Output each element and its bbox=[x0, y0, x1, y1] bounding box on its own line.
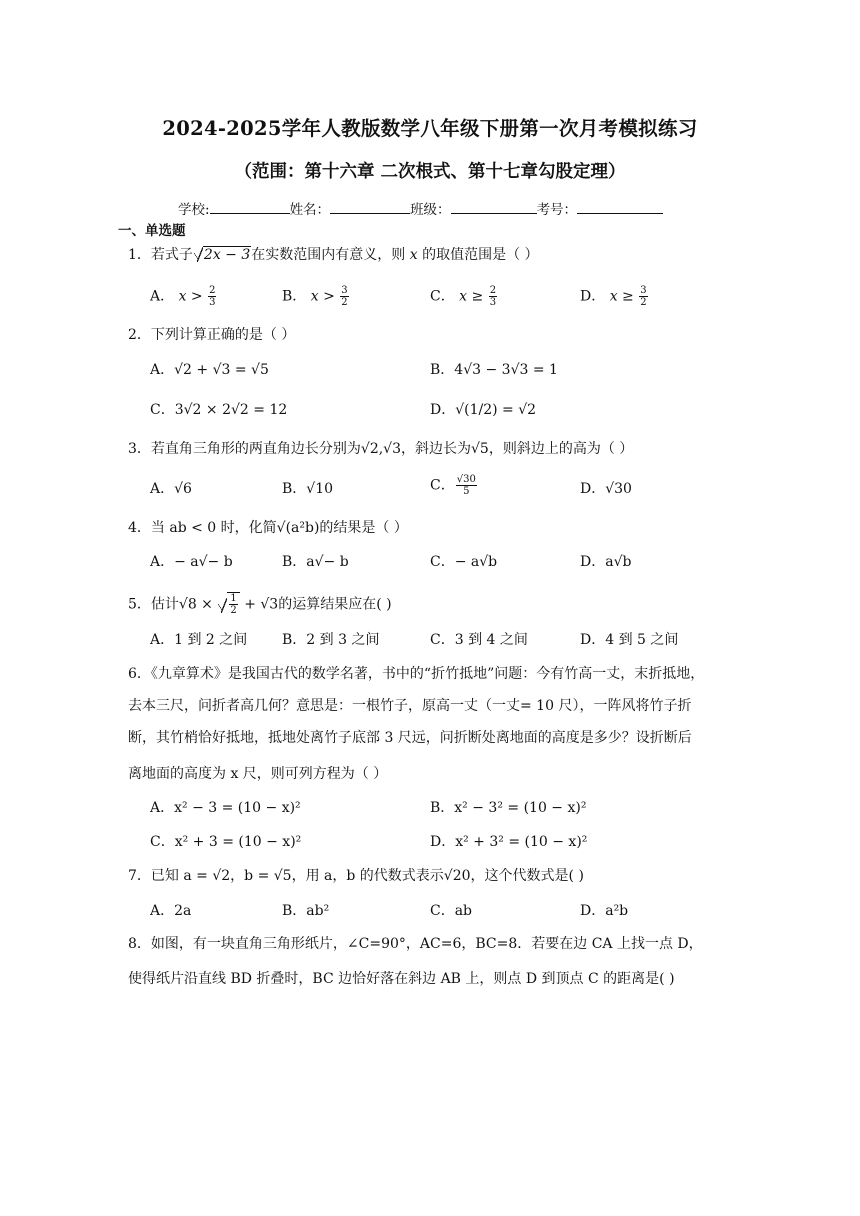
exam-title: 2024-2025学年人教版数学八年级下册第一次月考模拟练习 bbox=[162, 117, 698, 140]
question-7-option-d: D．a²b bbox=[580, 903, 629, 919]
student-info-line bbox=[178, 198, 663, 218]
name-label: 姓名： bbox=[289, 202, 331, 218]
class-blank bbox=[451, 201, 537, 214]
question-4-option-c: C．− a√b bbox=[430, 554, 498, 570]
question-5-option-b: B．2 到 3 之间 bbox=[282, 632, 380, 648]
question-4-stem: 4．当 ab < 0 时，化简√(a²b)的结果是（ ） bbox=[128, 520, 408, 536]
school-blank bbox=[210, 201, 290, 214]
question-5-option-d: D．4 到 5 之间 bbox=[580, 632, 679, 648]
question-4-option-d: D．a√b bbox=[580, 554, 632, 570]
question-3-stem: 3．若直角三角形的两直角边长分别为√2,√3，斜边长为√5，则斜边上的高为（ ） bbox=[128, 441, 634, 457]
question-5-stem: 5．估计√8 × $\frac{1}{2}$ + √3的运算结果应在( ) bbox=[128, 593, 392, 616]
question-2-option-a: A．√2 + √3 = √5 bbox=[150, 362, 269, 378]
question-3-option-a: A．√6 bbox=[150, 481, 192, 497]
question-2-option-c: C．3√2 × 2√2 = 12 bbox=[150, 402, 288, 418]
question-7-option-c: C．ab bbox=[430, 903, 473, 919]
question-8-line-2: 使得纸片沿直线 BD 折叠时，BC 边恰好落在斜边 AB 上，则点 D 到顶点 C 的距离是( ) bbox=[128, 971, 675, 987]
sqrt-symbol: 2x − 3 bbox=[194, 245, 251, 265]
question-6-option-d: D．x² + 3² = (10 − x)² bbox=[430, 834, 588, 850]
sqrt-symbol: $\frac{1}{2}$ bbox=[218, 592, 239, 616]
question-6-line-1: 6．《九章算术》是我国古代的数学名著，书中的“折竹抵地”问题：今有竹高一丈，末折抵地， bbox=[128, 666, 705, 682]
question-6-line-2: 去本三尺，问折者高几何？意思是：一根竹子，原高一丈（一丈= 10 尺），一阵风将竹子折 bbox=[128, 698, 692, 714]
question-6-line-4: 离地面的高度为 x 尺，则可列方程为（ ） bbox=[128, 766, 388, 782]
question-4-option-a: A．− a√− b bbox=[150, 554, 233, 570]
question-6-line-3: 断，其竹梢恰好抵地，抵地处离竹子底部 3 尺远，问折断处离地面的高度是多少？设折断后 bbox=[128, 730, 692, 746]
question-3-option-d: D．√30 bbox=[580, 481, 632, 497]
question-1-option-d: D． x ≥ $\frac{3}{2}$ bbox=[580, 285, 647, 308]
section-heading: 一、单选题 bbox=[118, 223, 186, 239]
question-6-option-b: B．x² − 3² = (10 − x)² bbox=[430, 800, 587, 816]
question-6-option-c: C．x² + 3 = (10 − x)² bbox=[150, 834, 302, 850]
question-4-option-b: B．a√− b bbox=[282, 554, 349, 570]
name-blank bbox=[330, 201, 410, 214]
question-1-option-c: C． x ≥ $\frac{2}{3}$ bbox=[430, 285, 497, 308]
question-2-stem: 2．下列计算正确的是（ ） bbox=[128, 327, 296, 343]
question-1-stem: 1．若式子 2x − 3在实数范围内有意义，则 x 的取值范围是（ ） bbox=[128, 247, 539, 263]
exam-no-blank bbox=[577, 201, 663, 214]
question-7-option-a: A．2a bbox=[150, 903, 192, 919]
question-7-option-b: B．ab² bbox=[282, 903, 330, 919]
class-label: 班级： bbox=[410, 202, 451, 218]
question-5-option-a: A．1 到 2 之间 bbox=[150, 632, 248, 648]
question-2-option-d: D．√(1/2) = √2 bbox=[430, 402, 537, 418]
question-5-option-c: C．3 到 4 之间 bbox=[430, 632, 528, 648]
question-8-line-1: 8．如图，有一块直角三角形纸片，∠C=90°，AC=6，BC=8．若要在边 CA 上找一点 D， bbox=[128, 936, 703, 952]
question-1-option-b: B． x > $\frac{3}{2}$ bbox=[282, 285, 348, 308]
school-label: 学校: bbox=[178, 202, 210, 218]
question-3-option-c: C． $\frac{√30}{5}$ bbox=[430, 474, 476, 497]
exam-no-label: 考号： bbox=[536, 202, 578, 218]
question-3-option-b: B．√10 bbox=[282, 481, 334, 497]
question-2-option-b: B．4√3 − 3√3 = 1 bbox=[430, 362, 558, 378]
question-1-option-a: A． x > $\frac{2}{3}$ bbox=[150, 285, 216, 308]
exam-subtitle: （范围：第十六章 二次根式、第十七章勾股定理） bbox=[234, 162, 626, 182]
question-6-option-a: A．x² − 3 = (10 − x)² bbox=[150, 800, 301, 816]
question-7-stem: 7．已知 a = √2，b = √5，用 a，b 的代数式表示√20，这个代数式是( ) bbox=[128, 868, 584, 884]
